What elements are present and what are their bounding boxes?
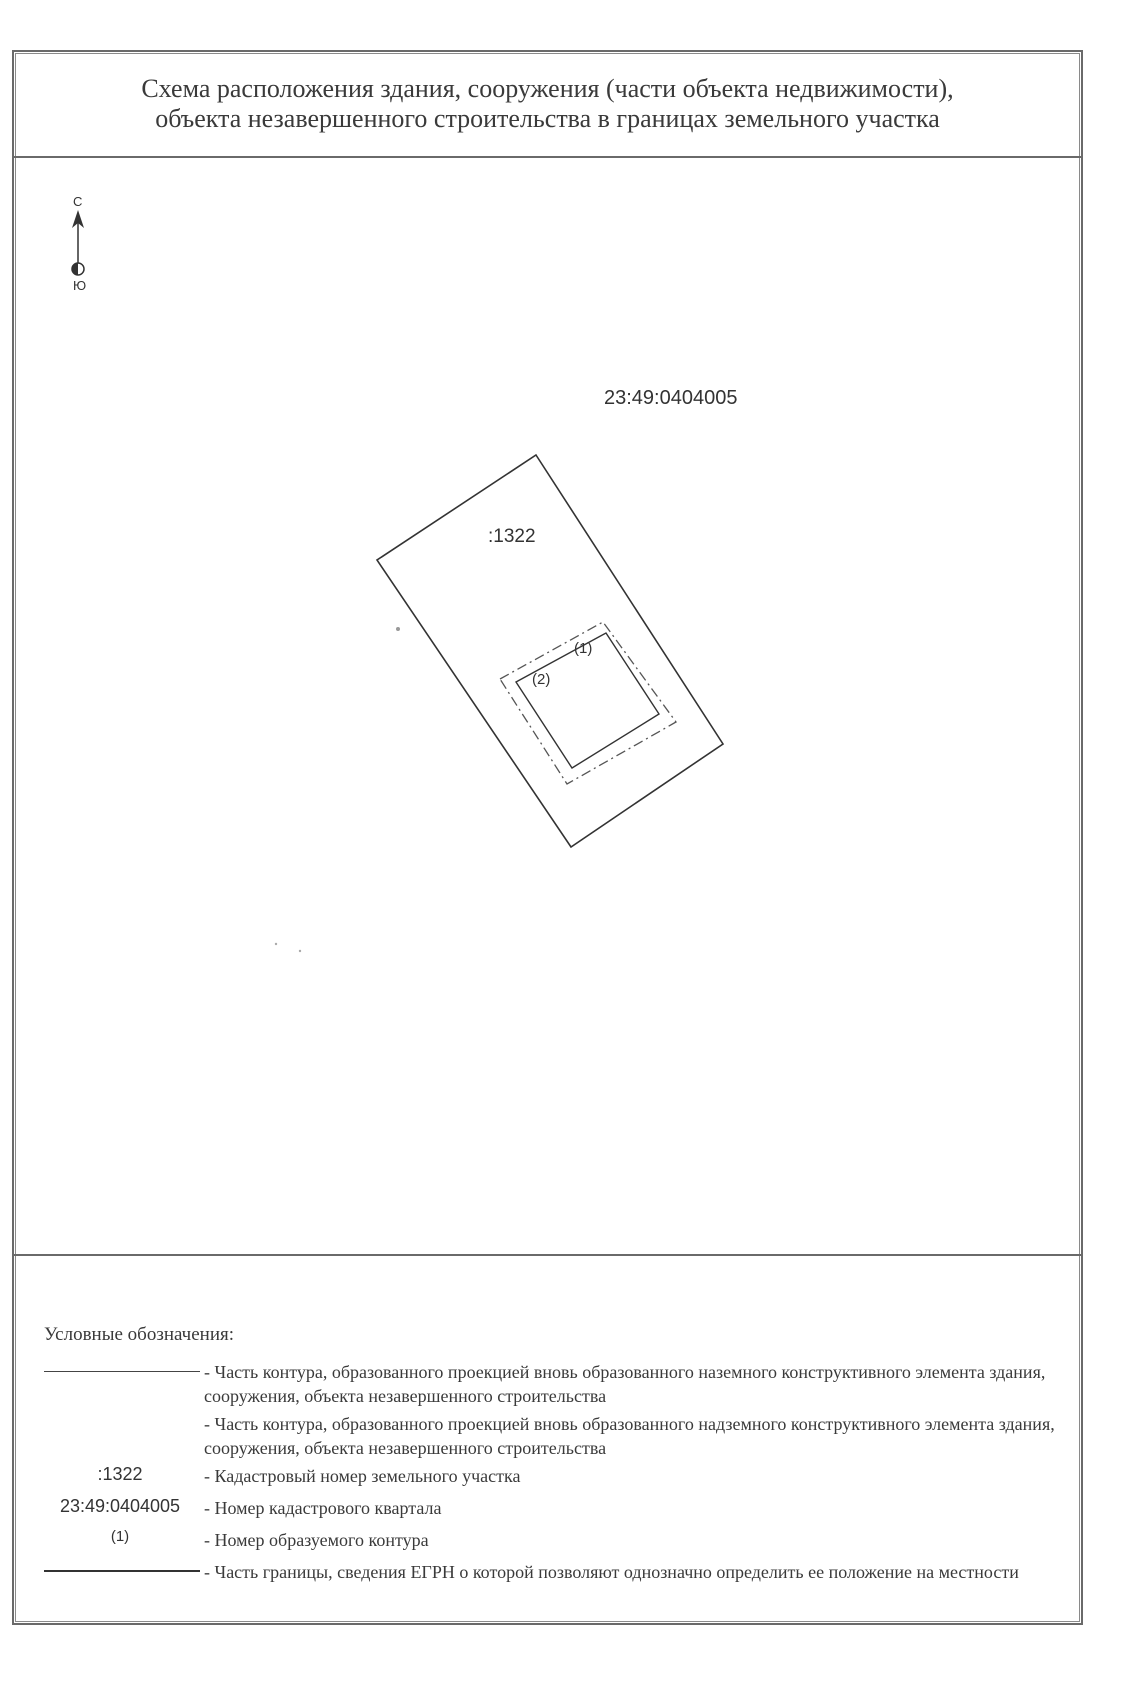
scan-speck — [275, 943, 277, 945]
legend-symbol-text: (1) — [110, 1528, 130, 1545]
legend-item-text: - Номер образуемого контура — [204, 1530, 429, 1550]
document-frame — [12, 50, 1083, 1625]
compass-south-label: Ю — [73, 278, 87, 293]
legend-symbol-text: 23:49:0404005 — [59, 1496, 181, 1516]
title-line-1: Схема расположения здания, сооружения (части объекта недвижимости), — [141, 74, 954, 103]
legend-title: Условные обозначения: — [44, 1324, 235, 1345]
legend-item-text: - Часть границы, сведения ЕГРН о которой позволяют однозначно определить ее положение на местности — [204, 1562, 1019, 1582]
legend-item-text: - Номер кадастрового квартала — [204, 1498, 442, 1518]
legend-item-text: - Часть контура, образованного проекцией вновь образованного наземного конструктивного элемента здания, сооружения, объекта незавершенного строительства — [204, 1362, 1046, 1406]
title-line-2: объекта незавершенного строительства в границах земельного участка — [155, 104, 940, 133]
compass-north-label: С — [73, 194, 83, 209]
map-area — [14, 158, 1081, 1256]
legend-symbol-text: :1322 — [97, 1464, 143, 1484]
parcel-number-label: :1322 — [488, 526, 536, 547]
scan-speck — [396, 627, 400, 631]
legend-block — [14, 1256, 1081, 1623]
thin-solid-line-symbol — [44, 1371, 200, 1372]
parcel-1322-boundary — [377, 455, 723, 847]
cadastral-quarter-label: 23:49:0404005 — [604, 387, 738, 409]
scheme-drawing — [14, 158, 1081, 1254]
scan-speck — [299, 950, 301, 952]
contour-2-label: (2) — [532, 671, 551, 688]
legend-item-text: - Часть контура, образованного проекцией вновь образованного надземного конструктивного элемента здания, сооружения, объекта незавершенного строительства — [204, 1414, 1055, 1458]
bold-solid-line-symbol — [44, 1570, 200, 1572]
contour-1-label: (1) — [574, 640, 593, 657]
title-block — [14, 52, 1081, 158]
north-arrow-icon — [72, 210, 84, 275]
legend-item-text: - Кадастровый номер земельного участка — [204, 1466, 521, 1486]
